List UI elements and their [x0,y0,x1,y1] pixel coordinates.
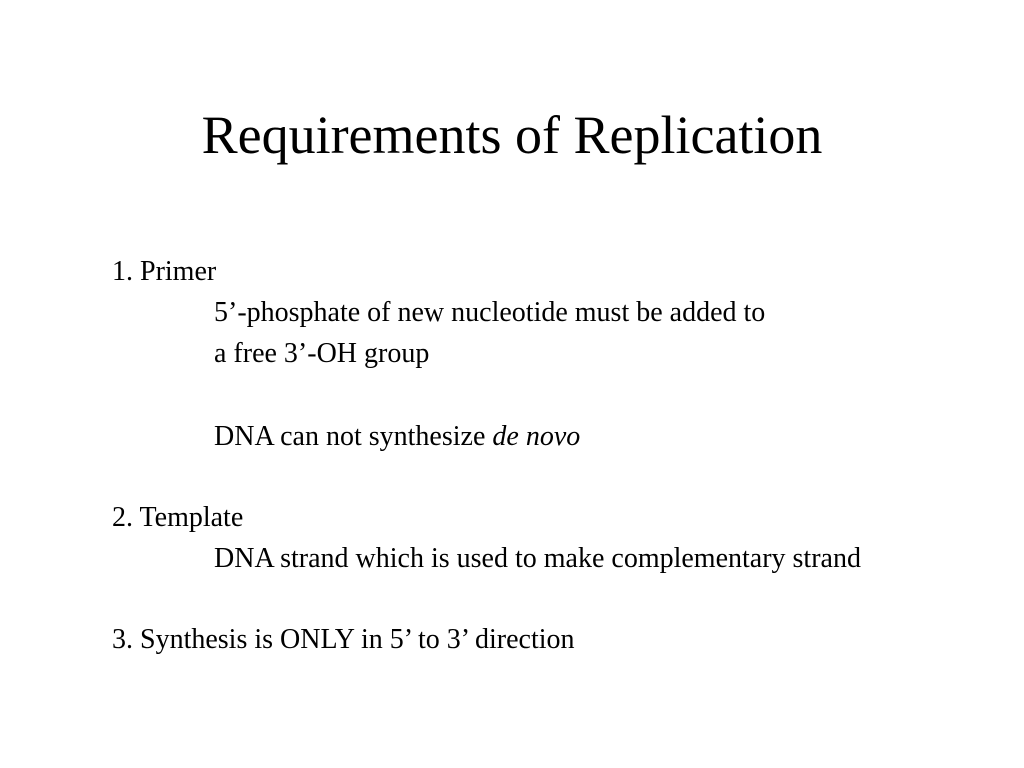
item-3-heading: 3. Synthesis is ONLY in 5’ to 3’ direction [112,624,575,655]
item-1-note-italic: de novo [492,421,581,452]
item-1-line-2: a free 3’-OH group [214,338,430,369]
item-1-line-1: 5’-phosphate of new nucleotide must be added to [214,297,766,328]
item-1-note-text: DNA can not synthesize [214,421,493,452]
item-1-note [214,419,580,455]
slide-title: Requirements of Replication [201,105,823,165]
item-2-heading: 2. Template [112,502,244,533]
item-2-line-1: DNA strand which is used to make complementary strand [214,543,861,574]
item-1-heading: 1. Primer [112,256,217,287]
